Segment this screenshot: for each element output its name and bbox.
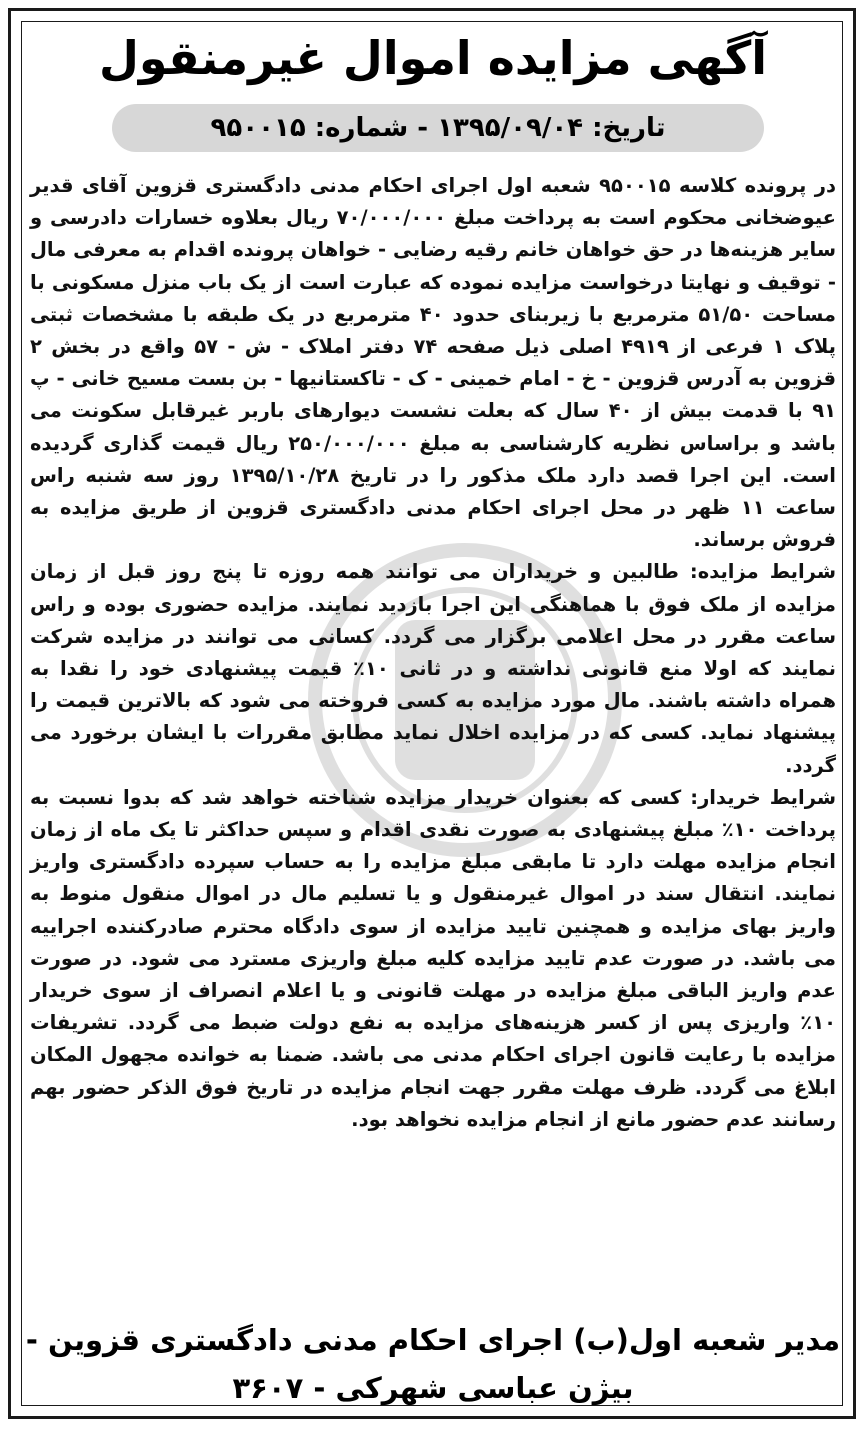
signature-block [0,1316,866,1412]
signature-title: مدیر شعبه اول(ب) اجرای احکام مدنی دادگستری قزوین - [25,1323,841,1357]
paragraph-buyer-conditions: شرایط خریدار: کسی که بعنوان خریدار مزایده شناخته خواهد شد که بدوا نسبت به پرداخت ۱۰٪ مبلغ پیشنهادی به صورت نقدی اقدام و سپس حداکثر تا یک ماه از زمان انجام مزایده مهلت دارد تا مابقی مبلغ مزایده را به حساب سپرده دادگستری واریز نمایند. انتقال سند در اموال غیرمنقول و یا تسلیم مال در اموال منقول منوط به واریز بهای مزایده و همچنین تایید مزایده از سوی دادگاه محترم صادرکننده اجراییه می باشد. در صورت عدم تایید مزایده کلیه مبلغ واریزی مسترد می شود. در صورت عدم واریز الباقی مبلغ مزایده در مهلت قانونی و یا اعلام انصراف از سوی خریدار ۱۰٪ واریزی پس از کسر هزینه‌های مزایده به نفع دولت ضبط می گردد. تشریفات مزایده با رعایت قانون اجرای احکام مدنی می باشد. ضمنا به خوانده مجهول المکان ابلاغ می گردد. ظرف مهلت مقرر جهت انجام مزایده در تاریخ فوق الذکر حضور بهم رسانند عدم حضور مانع از انجام مزایده نخواهد بود. [30,785,836,1131]
date-number-banner [112,104,764,152]
notice-title: آگهی مزایده اموال غیرمنقول [98,31,768,85]
paragraph-auction-conditions: شرایط مزایده: طالبین و خریداران می توانند همه روزه تا پنج روز قبل از زمان مزایده از ملک فوق با هماهنگی این اجرا بازدید نمایند. مزایده حضوری بوده و راس ساعت مقرر در محل اعلامی برگزار می گردد. کسانی می توانند در مزایده شرکت نمایند که اولا منع قانونی نداشته و در ثانی ۱۰٪ قیمت پیشنهادی خود را نقدا به همراه داشته باشند. مال مورد مزایده به کسی فروخته می شود که بالاترین قیمت را پیشنهاد نماید. کسی که در مزایده اخلال نماید مطابق مقررات با ایشان برخورد می گردد. [30,560,836,777]
paragraph-case-description: در پرونده کلاسه ۹۵۰۰۱۵ شعبه اول اجرای احکام مدنی دادگستری قزوین آقای قدیر عیوضخانی محکوم است به پرداخت مبلغ ۷۰/۰۰۰/۰۰۰ ریال بعلاوه خسارات دادرسی و سایر هزینه‌ها در حق خواهان خانم رقیه رضایی - خواهان پرونده اقدام به معرفی مال - توقیف و نهایتا درخواست مزایده نموده که عبارت است از یک باب منزل مسکونی با مساحت ۵۱/۵۰ مترمربع با زیربنای حدود ۴۰ مترمربع در یک طبقه با مشخصات ثبتی پلاک ۱ فرعی از ۴۹۱۹ اصلی ذیل صفحه ۷۴ دفتر املاک - ش - ۵۷ واقع در بخش ۲ قزوین به آدرس قزوین - خ - امام خمینی - ک - تاکستانیها - بن بست مسیح خانی - پ ۹۱ با قدمت بیش از ۴۰ سال که بعلت نشست دیوارهای باربر غیرقابل سکونت می باشد و براساس نظریه کارشناسی به مبلغ ۲۵۰/۰۰۰/۰۰۰ ریال قیمت گذاری گردیده است. این اجرا قصد دارد ملک مذکور را در تاریخ ۱۳۹۵/۱۰/۲۸ روز سه شنبه راس ساعت ۱۱ ظهر در محل اجرای احکام مدنی دادگستری قزوین از طریق مزایده به فروش برساند. [30,174,837,552]
signature-name: بیژن عباسی شهرکی - ۳۶۰۷ [232,1371,634,1405]
date-and-number: تاریخ: ۱۳۹۵/۰۹/۰۴ - شماره: ۹۵۰۰۱۵ [210,113,666,143]
notice-body [30,170,836,1136]
